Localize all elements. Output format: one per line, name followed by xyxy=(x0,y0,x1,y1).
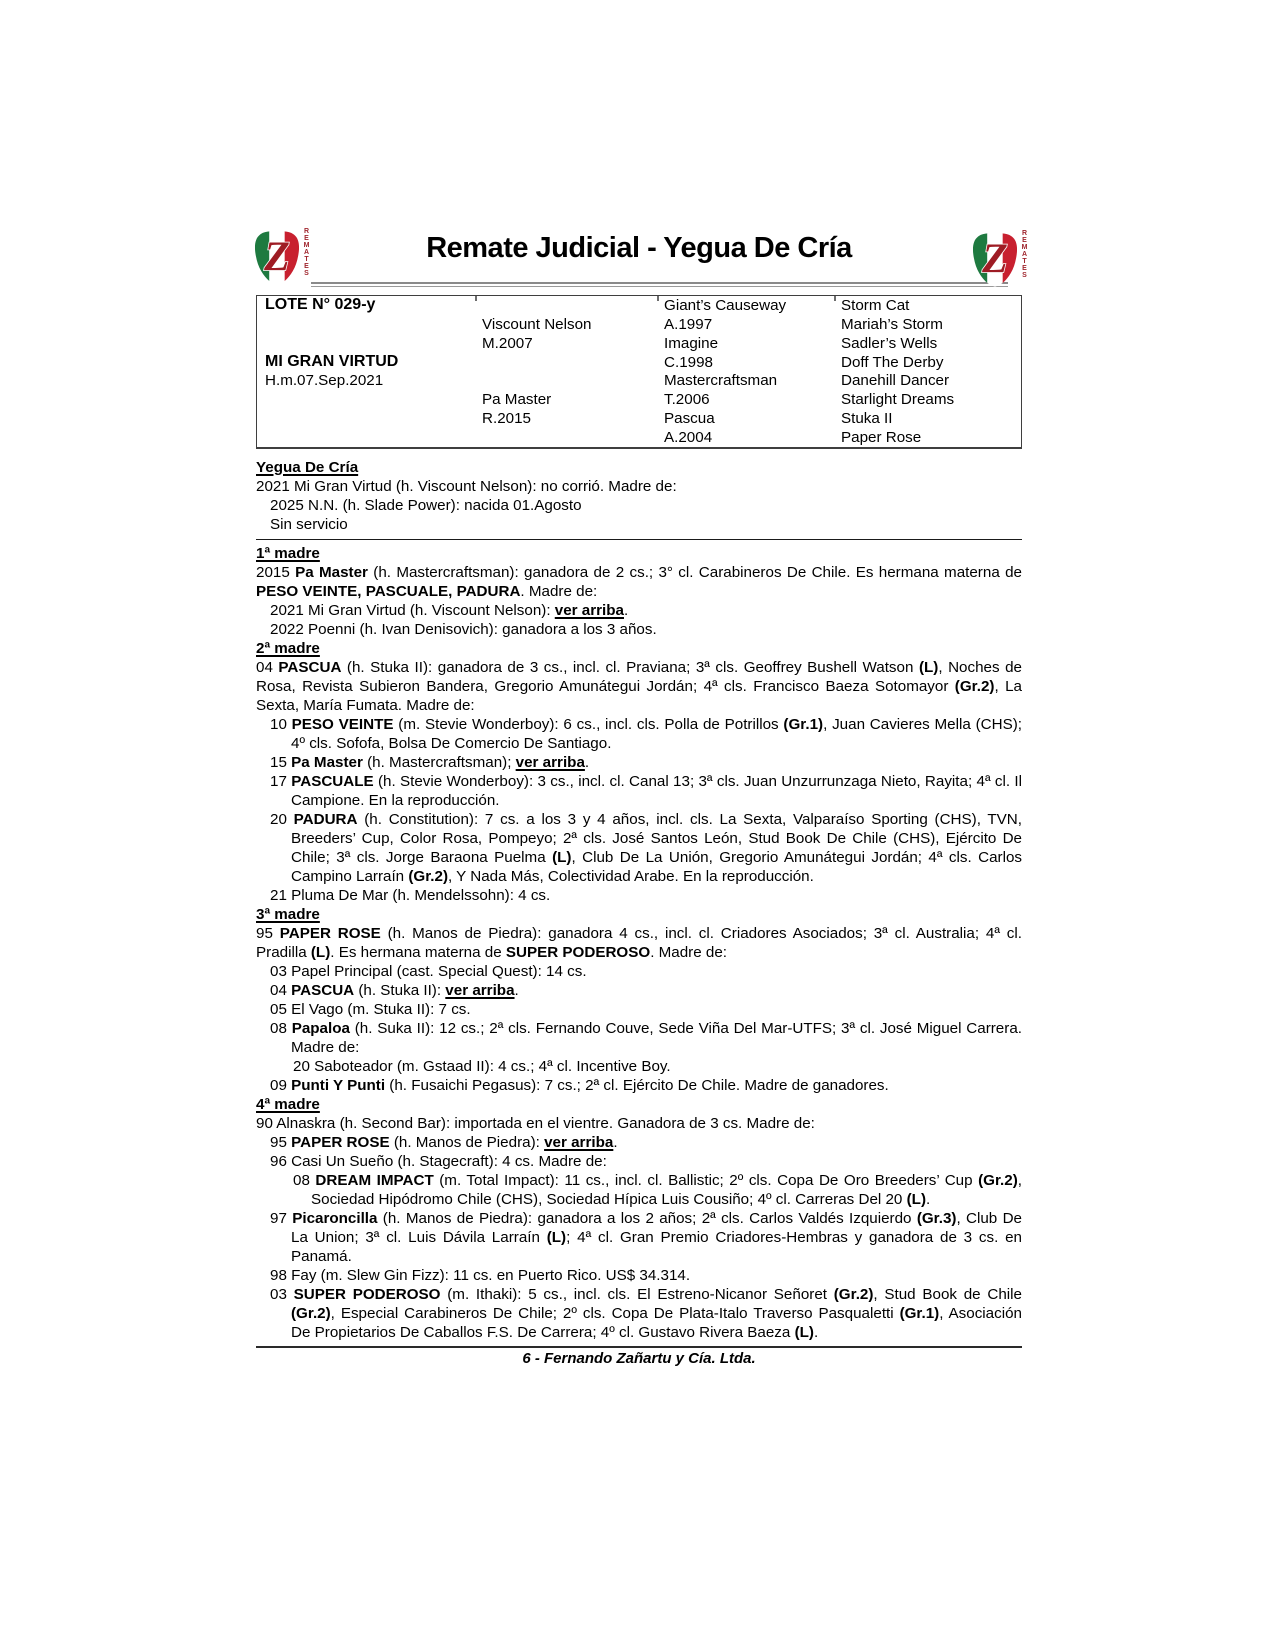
text-segment: Picaroncilla xyxy=(292,1210,378,1227)
pedigree-paragraph xyxy=(270,1209,1022,1266)
column-divider-tick xyxy=(834,296,836,301)
svg-text:Z: Z xyxy=(982,235,1008,283)
text-segment: 03 xyxy=(270,1286,294,1303)
text-segment: ver arriba xyxy=(515,754,585,771)
text-segment: , Asociación De Propietarios De Caballos F.S. De Carrera; 4º cl. Gustavo Rivera Baeza xyxy=(291,1305,1022,1341)
gen2-name: Imagine xyxy=(664,334,719,352)
text-segment: 20 Saboteador (m. Gstaad II): 4 cs.; 4ª cl. Incentive Boy. xyxy=(293,1058,671,1075)
text-segment: 2021 Mi Gran Virtud (h. Viscount Nelson): xyxy=(270,602,555,619)
text-segment: (L) xyxy=(906,1191,927,1208)
text-segment: (Gr.2) xyxy=(408,868,449,885)
pedigree-paragraph xyxy=(270,601,1022,620)
text-segment: ver arriba xyxy=(544,1134,614,1151)
sire-name: Viscount Nelson xyxy=(482,315,592,333)
pedigree-paragraph xyxy=(270,810,1022,886)
gen3-name: Danehill Dancer xyxy=(841,372,950,390)
text-segment: (L) xyxy=(546,1229,567,1246)
text-segment: (h. Manos de Piedra): ganadora a los 2 años; 2ª cls. Carlos Valdés Izquierdo xyxy=(377,1210,917,1227)
text-segment: 05 El Vago (m. Stuka II): 7 cs. xyxy=(270,1001,471,1018)
page-header xyxy=(256,228,1028,290)
text-segment: , Noches de Rosa, Revista Subieron Bandera, Gregorio Amunátegui Jordán; 4ª cls. Francisco Baeza Sotomayor xyxy=(256,659,1022,695)
text-segment: . xyxy=(584,754,590,771)
text-segment: (m. Ithaki): 5 cs., incl. cls. El Estreno-Nicanor Señoret xyxy=(440,1286,834,1303)
text-segment: 10 xyxy=(270,716,292,733)
document-content xyxy=(256,228,1028,1367)
text-segment: Pa Master xyxy=(295,564,368,581)
text-segment: , Club De La Unión, Gregorio Amunátegui Jordán; 4ª cls. Carlos Campino Larraín xyxy=(291,849,1022,885)
text-segment: PASCUA xyxy=(291,982,355,999)
text-segment: 95 xyxy=(256,925,280,942)
text-segment: PAPER ROSE xyxy=(291,1134,390,1151)
gen2-year: C.1998 xyxy=(664,353,713,371)
text-segment: , Juan Cavieres Mella (CHS); 4º cls. Sofofa, Bolsa De Comercio De Santiago. xyxy=(291,716,1022,752)
pedigree-paragraph xyxy=(270,981,1022,1000)
auction-house-logo-right xyxy=(971,228,1028,288)
pedigree-paragraph xyxy=(256,658,1022,715)
text-segment: 2022 Poenni (h. Ivan Denisovich): ganadora a los 3 años. xyxy=(270,621,657,638)
gen2-name: Pascua xyxy=(664,410,715,428)
text-segment: (h. Manos de Piedra): ganadora 4 cs., incl. cl. Criadores Asociados; 3ª cl. Australia; 4ª cl. Pradilla xyxy=(256,925,1022,961)
text-segment: 96 Casi Un Sueño (h. Stagecraft): 4 cs. Madre de: xyxy=(270,1153,607,1170)
pedigree-paragraph xyxy=(270,620,1022,639)
text-segment: , Club De La Union; 3ª cl. Luis Dávila Larraín xyxy=(291,1210,1022,1246)
svg-text:Z: Z xyxy=(264,233,290,281)
text-segment: , Stud Book de Chile xyxy=(873,1286,1022,1303)
text-segment: ; 4ª cl. Gran Premio Criadores-Hembras y ganadora de 3 cs. en Panamá. xyxy=(291,1229,1022,1265)
text-segment: . xyxy=(813,1324,819,1341)
footer-divider xyxy=(256,1346,1022,1348)
text-segment: (Gr.1) xyxy=(783,716,824,733)
pedigree-paragraph xyxy=(270,515,1022,534)
footer-text: 6 - Fernando Zañartu y Cía. Ltda. xyxy=(522,1350,756,1367)
logo-remates-text: REMATES xyxy=(303,228,310,277)
pedigree-paragraph xyxy=(270,886,1022,905)
text-segment: (Gr.2) xyxy=(833,1286,874,1303)
text-segment: (h. Mastercraftsman): ganadora de 2 cs.; 3° cl. Carabineros De Chile. Es hermana materna de xyxy=(367,564,1022,581)
text-segment: 08 xyxy=(293,1172,316,1189)
section-heading: 3ª madre xyxy=(256,906,320,923)
text-segment: 08 xyxy=(270,1020,292,1037)
column-divider-tick xyxy=(475,296,477,301)
gen3-name: Paper Rose xyxy=(841,429,922,447)
dam-name: Pa Master xyxy=(482,391,552,409)
text-segment: (L) xyxy=(310,944,331,961)
gen2-year: A.2004 xyxy=(664,429,713,447)
text-segment: PESO VEINTE, PASCUALE, PADURA xyxy=(256,583,521,600)
text-segment: Pa Master xyxy=(291,754,363,771)
text-segment: 90 Alnaskra (h. Second Bar): importada en el vientre. Ganadora de 3 cs. Madre de: xyxy=(256,1115,815,1132)
dam-year: R.2015 xyxy=(482,410,531,428)
section-heading: Yegua De Cría xyxy=(256,459,359,476)
text-segment: , Y Nada Más, Colectividad Arabe. En la reproducción. xyxy=(448,868,814,885)
section-heading: 4ª madre xyxy=(256,1096,320,1113)
subject-birth: H.m.07.Sep.2021 xyxy=(265,372,384,390)
pedigree-paragraph xyxy=(256,924,1022,962)
gen3-name: Sadler’s Wells xyxy=(841,334,938,352)
text-segment: 04 xyxy=(256,659,279,676)
text-segment: 21 Pluma De Mar (h. Mendelssohn): 4 cs. xyxy=(270,887,551,904)
logo-remates-text: REMATES xyxy=(1021,230,1028,279)
pedigree-paragraph xyxy=(270,1019,1022,1057)
section-heading: 2ª madre xyxy=(256,640,320,657)
text-segment: (h. Constitution): 7 cs. a los 3 y 4 años, incl. cls. La Sexta, Valparaíso Sporting (CHS), TVN, Breeders’ Cup, Color Rosa, Pompeyo; 2ª cls. José Santos León, Stud Book De Chile (CHS), Ejército De Chile; 3ª cls. Jorge Baraona Puelma xyxy=(291,811,1022,866)
auction-house-logo-left xyxy=(253,226,310,286)
text-segment: . xyxy=(926,1191,931,1208)
pedigree-paragraph xyxy=(256,1114,1022,1133)
text-segment: (h. Mastercraftsman); xyxy=(362,754,516,771)
text-segment: 04 xyxy=(270,982,292,999)
gen3-name: Doff The Derby xyxy=(841,353,944,371)
gen3-name: Stuka II xyxy=(841,410,893,428)
text-segment: 15 xyxy=(270,754,292,771)
text-segment: SUPER PODEROSO xyxy=(293,1286,441,1303)
sire-year: M.2007 xyxy=(482,334,533,352)
text-segment: , Especial Carabineros De Chile; 2º cls. Copa De Plata-Italo Traverso Pasqualetti xyxy=(330,1305,900,1322)
shield-z-icon xyxy=(253,226,301,286)
gen2-name: Giant’s Causeway xyxy=(664,296,787,314)
text-segment: (m. Stevie Wonderboy): 6 cs., incl. cls. Polla de Potrillos xyxy=(393,716,784,733)
gen2-name: Mastercraftsman xyxy=(664,372,778,390)
text-segment: PADURA xyxy=(293,811,358,828)
pedigree-paragraph xyxy=(256,477,1022,496)
text-segment: , La Sexta, María Fumata. Madre de: xyxy=(256,678,1022,714)
column-divider-tick xyxy=(657,296,659,301)
text-segment: 20 xyxy=(270,811,294,828)
pedigree-paragraph xyxy=(293,1171,1022,1209)
text-segment: PASCUA xyxy=(278,659,342,676)
text-segment: (Gr.2) xyxy=(291,1305,331,1322)
gen3-name: Storm Cat xyxy=(841,296,910,314)
text-segment: 95 xyxy=(270,1134,292,1151)
text-segment: 09 xyxy=(270,1077,292,1094)
text-segment: (Gr.1) xyxy=(899,1305,940,1322)
pedigree-paragraph xyxy=(270,1000,1022,1019)
section-heading: 1ª madre xyxy=(256,545,320,562)
text-segment: . Es hermana materna de xyxy=(330,944,506,961)
text-segment: ver arriba xyxy=(554,602,624,619)
pedigree-paragraph xyxy=(293,1057,1022,1076)
subject-name: MI GRAN VIRTUD xyxy=(265,353,399,371)
gen2-year: T.2006 xyxy=(664,391,710,409)
lot-number: LOTE N° 029-y xyxy=(265,296,376,314)
pedigree-paragraph xyxy=(270,962,1022,981)
text-segment: (h. Manos de Piedra): xyxy=(389,1134,545,1151)
text-segment: . Madre de: xyxy=(650,944,728,961)
text-segment: . xyxy=(624,602,629,619)
pedigree-table xyxy=(256,295,1022,449)
pedigree-paragraph xyxy=(270,496,1022,515)
text-segment: Punti Y Punti xyxy=(291,1077,386,1094)
text-segment: . xyxy=(514,982,519,999)
pedigree-paragraph xyxy=(270,1133,1022,1152)
pedigree-sections xyxy=(256,458,1022,1342)
text-segment: PASCUALE xyxy=(291,773,374,790)
text-segment: (m. Total Impact): 11 cs., incl. cl. Ballistic; 2º cls. Copa De Oro Breeders’ Cup xyxy=(433,1172,979,1189)
text-segment: (L) xyxy=(552,849,572,866)
page-title: Remate Judicial - Yegua De Cría xyxy=(426,232,852,264)
pedigree-paragraph xyxy=(270,715,1022,753)
section-divider xyxy=(256,539,1022,540)
text-segment: Papaloa xyxy=(291,1020,350,1037)
text-segment: (h. Fusaichi Pegasus): 7 cs.; 2ª cl. Ejército De Chile. Madre de ganadores. xyxy=(385,1077,889,1094)
text-segment: (Gr.2) xyxy=(954,678,995,695)
text-segment: Sin servicio xyxy=(270,516,348,533)
pedigree-paragraph xyxy=(256,563,1022,601)
text-segment: (Gr.3) xyxy=(916,1210,957,1227)
text-segment: 17 xyxy=(270,773,292,790)
pedigree-paragraph xyxy=(270,772,1022,810)
text-segment: 2015 xyxy=(256,564,296,581)
text-segment: DREAM IMPACT xyxy=(315,1172,434,1189)
gen3-name: Mariah’s Storm xyxy=(841,315,943,333)
text-segment: PESO VEINTE xyxy=(291,716,394,733)
title-divider xyxy=(311,282,1008,287)
gen2-year: A.1997 xyxy=(664,315,713,333)
text-segment: (L) xyxy=(918,659,939,676)
text-segment: SUPER PODEROSO xyxy=(505,944,651,961)
text-segment: (Gr.2) xyxy=(978,1172,1018,1189)
pedigree-paragraph xyxy=(270,1285,1022,1342)
text-segment: 2025 N.N. (h. Slade Power): nacida 01.Agosto xyxy=(270,497,582,514)
text-segment: , Sociedad Hipódromo Chile (CHS), Sociedad Hípica Luis Cousiño; 4º cl. Carreras Del 20 xyxy=(311,1172,1022,1208)
gen3-name: Starlight Dreams xyxy=(841,391,955,409)
text-segment: 98 Fay (m. Slew Gin Fizz): 11 cs. en Puerto Rico. US$ 34.314. xyxy=(270,1267,691,1284)
pedigree-paragraph xyxy=(270,753,1022,772)
text-segment: . Madre de: xyxy=(520,583,598,600)
text-segment: 2021 Mi Gran Virtud (h. Viscount Nelson): no corrió. Madre de: xyxy=(256,478,677,495)
shield-z-icon xyxy=(971,228,1019,288)
text-segment: 03 Papel Principal (cast. Special Quest): 14 cs. xyxy=(270,963,587,980)
text-segment: (L) xyxy=(794,1324,814,1341)
text-segment: ver arriba xyxy=(445,982,515,999)
pedigree-paragraph xyxy=(270,1152,1022,1171)
text-segment: . xyxy=(613,1134,618,1151)
text-segment: 97 xyxy=(270,1210,293,1227)
text-segment: (h. Stuka II): ganadora de 3 cs., incl. cl. Praviana; 3ª cls. Geoffrey Bushell Watson xyxy=(341,659,919,676)
text-segment: PAPER ROSE xyxy=(279,925,381,942)
text-segment: (h. Suka II): 12 cs.; 2ª cls. Fernando Couve, Sede Viña Del Mar-UTFS; 3ª cl. José Miguel Carrera. Madre de: xyxy=(291,1020,1022,1056)
text-segment: (h. Stuka II): xyxy=(354,982,446,999)
text-segment: (h. Stevie Wonderboy): 3 cs., incl. cl. Canal 13; 3ª cls. Juan Unzurrunzaga Nieto, Rayita; 4ª cl. Il Campione. En la reproducción. xyxy=(291,773,1022,809)
pedigree-paragraph xyxy=(270,1266,1022,1285)
pedigree-paragraph xyxy=(270,1076,1022,1095)
